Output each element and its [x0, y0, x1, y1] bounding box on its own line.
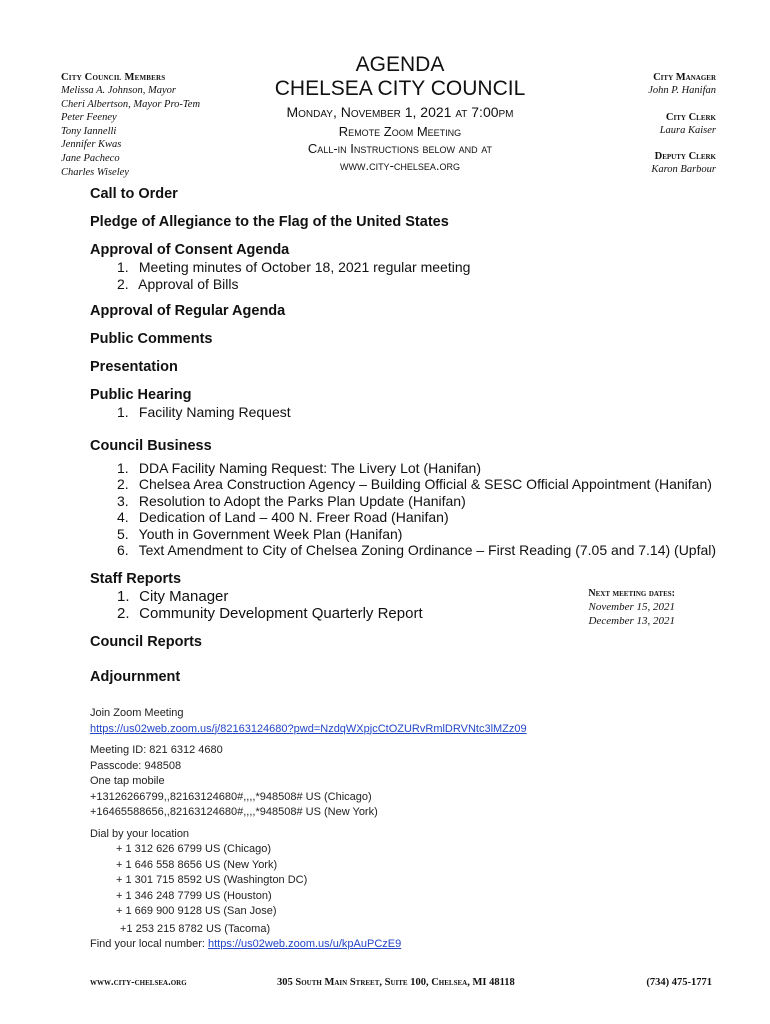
one-tap-label: One tap mobile: [90, 775, 165, 787]
officer-block: [516, 150, 716, 177]
officer-title: Deputy Clerk: [654, 151, 716, 163]
one-tap-number: +13126266799,,82163124680#,,,,*948508# US (Chicago): [90, 790, 372, 803]
council-member: Jane Pacheco: [61, 152, 120, 164]
dial-number: + 1 312 626 6799 US (Chicago): [116, 843, 272, 855]
meeting-id: Meeting ID: 821 6312 4680: [90, 744, 223, 756]
local-number-line: [90, 937, 730, 953]
list-item: 3. Resolution to Adopt the Parks Plan Update (Hanifan): [117, 492, 466, 509]
list-item: 5. Youth in Government Week Plan (Hanifan): [117, 525, 403, 542]
agenda-title: AGENDA: [355, 53, 445, 76]
list-item: 1. DDA Facility Naming Request: The Livery Lot (Hanifan): [117, 459, 481, 476]
council-member: Charles Wiseley: [61, 166, 129, 178]
meeting-format: Remote Zoom Meeting: [338, 124, 462, 139]
zoom-instructions: [90, 706, 730, 953]
local-number-label: Find your local number:: [90, 938, 208, 950]
dial-number: + 1 669 900 9128 US (San Jose): [116, 905, 277, 917]
council-member: Jennifer Kwas: [61, 139, 122, 151]
section-regular-agenda: [90, 303, 730, 320]
list-item: 1. Meeting minutes of October 18, 2021 regular meeting: [117, 259, 471, 275]
section-title: Pledge of Allegiance to the Flag of the United States: [90, 214, 449, 230]
one-tap-number: +16465588656,,82163124680#,,,,*948508# US (New York): [90, 806, 378, 818]
website-link[interactable]: www.city-chelsea.org: [339, 158, 461, 173]
section-call-to-order: [90, 186, 730, 203]
section-title: Council Reports: [90, 633, 202, 650]
agenda-heading: [245, 53, 555, 174]
council-member: Cheri Albertson, Mayor Pro-Tem: [61, 98, 201, 110]
officer-title: City Clerk: [665, 111, 716, 123]
zoom-join-label: Join Zoom Meeting: [90, 707, 184, 719]
section-title: Adjournment: [90, 668, 181, 685]
list-item: 1. City Manager: [117, 587, 229, 605]
list-item: 2. Approval of Bills: [117, 275, 239, 292]
list-item: 4. Dedication of Land – 400 N. Freer Road (Hanifan): [117, 509, 449, 525]
officer-name: Karon Barbour: [651, 164, 716, 176]
list-item: 1. Facility Naming Request: [117, 404, 291, 420]
section-presentation: [90, 359, 730, 376]
passcode: Passcode: 948508: [90, 759, 182, 772]
local-number-link[interactable]: https://us02web.zoom.us/u/kpAuPCzE9: [208, 938, 402, 950]
next-meeting-dates: [545, 587, 675, 628]
list-item: 6. Text Amendment to City of Chelsea Zoning Ordinance – First Reading (7.05 and 7.14) (Upfal): [117, 542, 717, 558]
council-members: [61, 71, 261, 179]
dial-number: +1 253 215 8782 US (Tacoma): [120, 922, 271, 935]
officer-block: [516, 71, 716, 98]
city-officers: [516, 71, 716, 190]
dial-number: + 1 646 558 8656 US (New York): [116, 858, 278, 871]
council-title: CHELSEA CITY COUNCIL: [274, 77, 526, 100]
section-title: Approval of Regular Agenda: [90, 303, 286, 319]
council-member: Tony Iannelli: [61, 125, 117, 137]
section-public-comments: [90, 331, 730, 348]
footer-website[interactable]: www.city-chelsea.org: [90, 977, 187, 988]
section-council-reports: [90, 634, 730, 651]
section-title: Staff Reports: [90, 570, 182, 587]
section-title: Council Business: [90, 437, 212, 454]
next-meeting-date: November 15, 2021: [588, 601, 675, 613]
dial-label: Dial by your location: [90, 827, 190, 840]
section-consent-agenda: [90, 242, 730, 292]
next-meeting-date: December 13, 2021: [588, 615, 675, 627]
section-pledge: [90, 214, 730, 231]
next-meeting-header: Next meeting dates:: [588, 588, 675, 599]
footer-phone: (734) 475-1771: [646, 977, 712, 988]
call-in-note: Call-in Instructions below and at: [307, 141, 493, 156]
section-title: Presentation: [90, 359, 178, 375]
consent-items: [90, 259, 730, 292]
officer-name: Laura Kaiser: [659, 124, 716, 136]
council-members-header: City Council Members: [61, 72, 166, 83]
section-adjournment: [90, 669, 730, 686]
list-item: 2. Community Development Quarterly Report: [117, 604, 423, 622]
section-title: Approval of Consent Agenda: [90, 242, 290, 258]
hearing-items: [90, 404, 730, 421]
officer-title: City Manager: [653, 72, 716, 83]
dial-number: + 1 301 715 8592 US (Washington DC): [116, 874, 308, 886]
officer-block: [516, 111, 716, 138]
section-title: Call to Order: [90, 186, 178, 202]
meeting-date: Monday, November 1, 2021 at 7:00pm: [286, 104, 514, 120]
section-title: Public Comments: [90, 331, 213, 347]
council-member: Melissa A. Johnson, Mayor: [61, 85, 177, 96]
section-council-business: [90, 438, 730, 559]
business-items: [90, 460, 730, 559]
dial-number: + 1 346 248 7799 US (Houston): [116, 889, 272, 902]
section-title: Public Hearing: [90, 387, 192, 403]
officer-name: John P. Hanifan: [648, 85, 716, 96]
council-member: Peter Feeney: [61, 112, 117, 124]
section-public-hearing: [90, 387, 730, 421]
footer-address: 305 South Main Street, Suite 100, Chelsea, MI 48118: [277, 977, 515, 988]
zoom-join-link[interactable]: https://us02web.zoom.us/j/82163124680?pwd=NzdqWXpjcCtOZURvRmlDRVNtc3lMZz09: [90, 722, 527, 735]
list-item: 2. Chelsea Area Construction Agency – Building Official & SESC Official Appointment (Hanifan): [117, 476, 712, 492]
